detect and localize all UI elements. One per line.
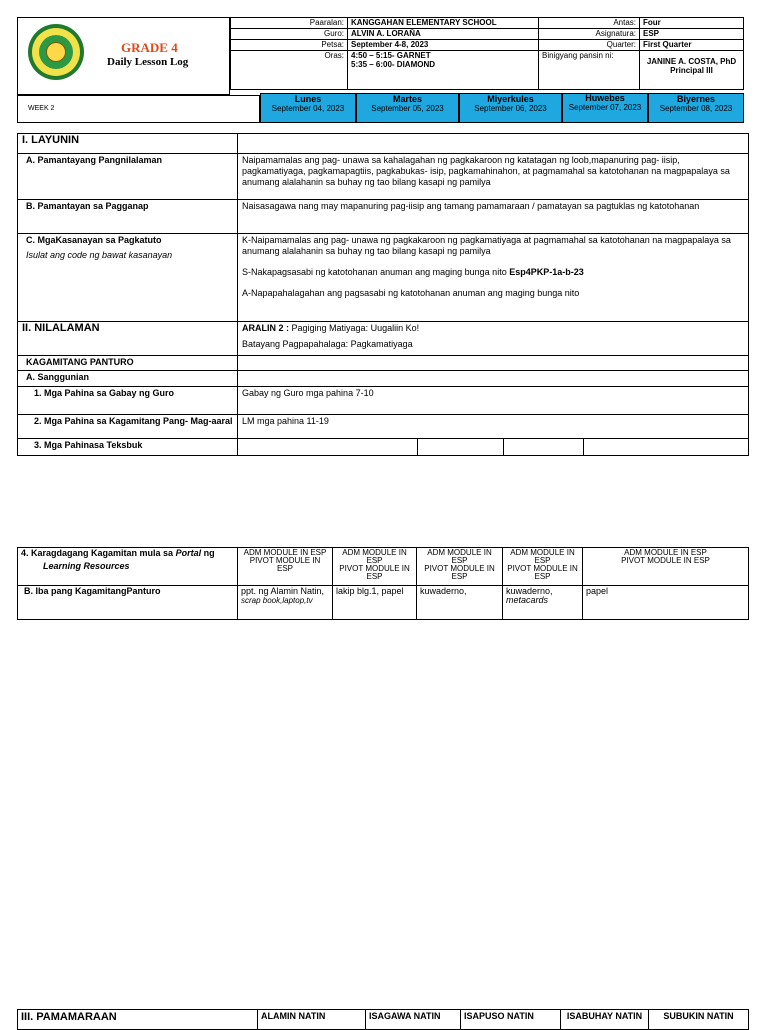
day-wednesday [459, 93, 562, 123]
competencies-cell [18, 234, 238, 322]
school-logo [28, 24, 84, 80]
col-subukin: SUBUKIN NATIN [649, 1010, 749, 1030]
other-materials-cell: kuwaderno, metacards [503, 586, 583, 620]
grade-title: GRADE 4 [121, 40, 178, 55]
content-standard-text: Naipamamalas ang pag- unawa sa kahalagahan ng pagkakaroon ng katatagan ng loob,mapanuring pag- iisip, pagkamatiyaga, pagkamapagtiis, pagkabukas- isip, pagkamahinahon, at pagmamahal sa katotohanan na magpapalaya sa anumang alalahanin sa buhay ng tao bilang kasapi ng pamilya [238, 154, 749, 200]
teacher-value: ALVIN A. LORAÑA [348, 29, 539, 40]
other-materials-cell: ppt. ng Alamin Natin, scrap book,laptop,tv [238, 586, 333, 620]
col-isagawa: ISAGAWA NATIN [366, 1010, 461, 1030]
portal-word: Portal [175, 548, 202, 558]
day-name: Miyerkules [487, 94, 534, 104]
level-label: Antas: [539, 18, 640, 29]
day-date: September 08, 2023 [659, 104, 733, 113]
day-date: September 04, 2023 [271, 104, 345, 113]
kagamitan-label: KAGAMITANG PANTURO [18, 356, 238, 371]
textbook-cell-1 [238, 439, 418, 456]
aralin-label: ARALIN 2 : [242, 323, 289, 333]
day-thursday [562, 93, 648, 123]
subject-label: Asignatura: [539, 29, 640, 40]
pamamaraan-table [17, 1009, 749, 1030]
principal-cell [640, 51, 744, 90]
header-info-table [230, 17, 744, 90]
competency-skill-text: S-Nakapagsasabi ng katotohanan anuman ang maging bunga nito [242, 267, 507, 277]
date-value: September 4-8, 2023 [348, 40, 539, 51]
performance-standard-text: Naisasagawa nang may mapanuring pag-iisip ang tamang pamamaraan / pamatayan sa pagtuklas ng katotohanan [238, 200, 749, 234]
day-date: September 06, 2023 [474, 104, 547, 113]
resource-cell: ADM MODULE IN ESP PIVOT MODULE IN ESP [503, 548, 583, 586]
sanggunian-label: A. Sanggunian [18, 371, 238, 387]
performance-standard-label: B. Pamantayan sa Pagganap [18, 200, 238, 234]
layunin-blank [238, 134, 749, 154]
resource-cell: ADM MODULE IN ESP PIVOT MODULE IN ESP [417, 548, 503, 586]
day-tuesday [356, 93, 459, 123]
portal-label-b: ng [203, 548, 215, 558]
subject-value: ESP [640, 29, 744, 40]
batayang-pagpapahalaga: Batayang Pagpapahalaga: Pagkamatiyaga [242, 339, 413, 349]
textbook-cell-2 [418, 439, 504, 456]
sanggunian-blank [238, 371, 749, 387]
checked-by-label: Binigyang pansin ni: [539, 51, 640, 90]
time-slot-1: 4:50 – 5:15- GARNET [351, 51, 431, 60]
principal-name: JANINE A. COSTA, PhD [646, 57, 737, 66]
document-title: Daily Lesson Log [107, 56, 189, 68]
resource-cell: ADM MODULE IN ESP PIVOT MODULE IN ESP [238, 548, 333, 586]
teacher-guide-label: 1. Mga Pahina sa Gabay ng Guro [18, 387, 238, 415]
portal-label [18, 548, 238, 586]
day-name: Lunes [294, 94, 322, 104]
date-label: Petsa: [231, 40, 348, 51]
time-value [348, 51, 539, 90]
textbook-label: 3. Mga Pahinasa Teksbuk [18, 439, 238, 456]
other-materials-label: B. Iba pang KagamitangPanturo [18, 586, 238, 620]
textbook-cell-3 [504, 439, 584, 456]
section-pamamaraan: III. PAMAMARAAN [18, 1010, 258, 1030]
competency-code: Esp4PKP-1a-b-23 [509, 267, 584, 277]
principal-title: Principal III [670, 66, 713, 75]
day-monday [260, 93, 356, 123]
school-value: KANGGAHAN ELEMENTARY SCHOOL [348, 18, 539, 29]
competencies-text [238, 234, 749, 322]
competency-knowledge: K-Naipamamalas ang pag- unawa ng pagkakaroon ng pagkamatiyaga at pagmamahal sa katotohanan na magpapalaya sa anumang alalahanin sa buhay ng tao bilang kasapi ng pamilya [242, 235, 731, 256]
col-isapuso: ISAPUSO NATIN [461, 1010, 561, 1030]
time-slot-2: 5:35 – 6:00- DIAMOND [351, 60, 436, 69]
day-friday [648, 93, 744, 123]
day-date: September 05, 2023 [371, 104, 444, 113]
col-isabuhay: ISABUHAY NATIN [561, 1010, 649, 1030]
week-label: WEEK 2 [17, 95, 260, 123]
kagamitan-blank [238, 356, 749, 371]
learner-material-label: 2. Mga Pahina sa Kagamitang Pang- Mag-aaral [18, 415, 238, 439]
competency-skill [242, 267, 744, 278]
learning-resources-label: Learning Resources [43, 561, 130, 571]
content-standard-label: A. Pamantayang Pangnilalaman [18, 154, 238, 200]
resources-table [17, 547, 749, 620]
day-date: September 07, 2023 [568, 103, 642, 112]
competency-attitude: A-Napapahalagahan ang pagsasabi ng katotohanan anuman ang maging bunga nito [242, 288, 580, 298]
section-layunin: I. LAYUNIN [18, 134, 238, 154]
day-name: Martes [392, 94, 422, 104]
section-nilalaman: II. NILALAMAN [18, 322, 238, 356]
competencies-note: Isulat ang code ng bawat kasanayan [26, 250, 173, 260]
other-materials-cell: kuwaderno, [417, 586, 503, 620]
quarter-label: Quarter: [539, 40, 640, 51]
other-materials-cell: lakip blg.1, papel [333, 586, 417, 620]
other-materials-cell: papel [583, 586, 749, 620]
level-value: Four [640, 18, 744, 29]
day-name: Biyernes [676, 94, 716, 104]
time-label: Oras: [231, 51, 348, 90]
learner-material-text: LM mga pahina 11-19 [238, 415, 749, 439]
school-label: Paaralan: [231, 18, 348, 29]
col-alamin: ALAMIN NATIN [258, 1010, 366, 1030]
teacher-guide-text: Gabay ng Guro mga pahina 7-10 [238, 387, 749, 415]
resource-cell: ADM MODULE IN ESP PIVOT MODULE IN ESP [333, 548, 417, 586]
nilalaman-text [238, 322, 749, 356]
resource-cell: ADM MODULE IN ESP PIVOT MODULE IN ESP [583, 548, 749, 586]
quarter-value: First Quarter [640, 40, 744, 51]
aralin-title: Pagiging Matiyaga: Uugaliin Ko! [291, 323, 420, 333]
textbook-cell-4 [584, 439, 749, 456]
teacher-label: Guro: [231, 29, 348, 40]
lesson-table [17, 133, 749, 456]
portal-label-a: 4. Karagdagang Kagamitan mula sa [21, 548, 174, 558]
competencies-label: C. MgaKasanayan sa Pagkatuto [26, 235, 162, 245]
day-name: Huwebes [585, 93, 625, 103]
